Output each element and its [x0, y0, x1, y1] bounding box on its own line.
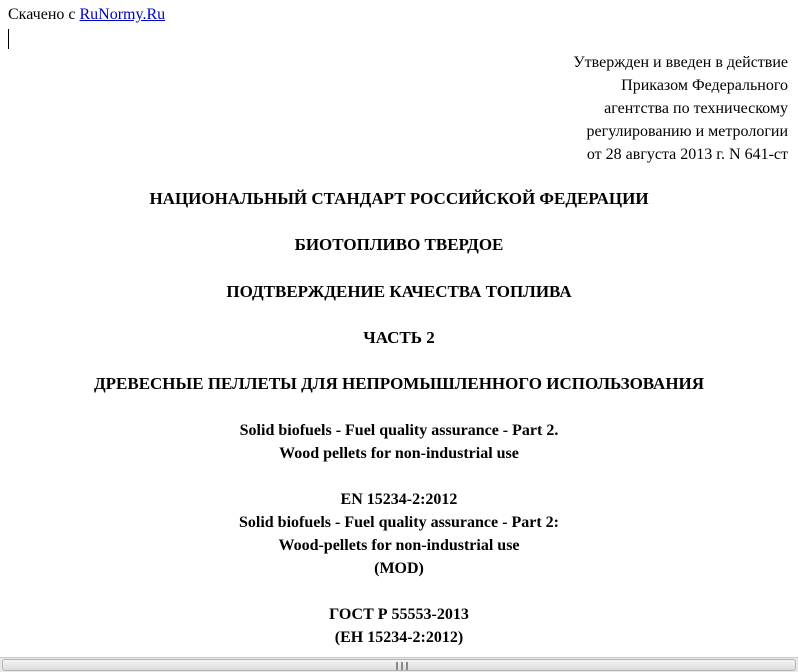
- source-line: [8, 5, 165, 25]
- english-title-line: Solid biofuels - Fuel quality assurance - Part 2.: [239, 422, 559, 439]
- en-standard-title-line: Solid biofuels - Fuel quality assurance - Part 2:: [238, 514, 559, 531]
- approval-line: Утвержден и введен в действие: [573, 54, 788, 71]
- horizontal-scrollbar[interactable]: [0, 657, 798, 672]
- approval-block: [573, 51, 788, 166]
- approval-line: от 28 августа 2013 г. N 641-ст: [586, 146, 788, 163]
- approval-line: регулированию и метрологии: [586, 123, 788, 140]
- text-caret: [8, 29, 9, 49]
- gost-equivalent: (ЕН 15234-2:2012): [334, 629, 464, 646]
- runormy-link[interactable]: RuNormy.Ru: [79, 6, 166, 23]
- grip-icon: [396, 662, 408, 670]
- gost-code: ГОСТ Р 55553-2013: [329, 606, 469, 623]
- en-standard-code: EN 15234-2:2012: [340, 491, 458, 508]
- topic-heading: ПОДТВЕРЖДЕНИЕ КАЧЕСТВА ТОПЛИВА: [226, 282, 572, 301]
- approval-line: Приказом Федерального: [621, 77, 788, 94]
- en-standard-title-line: Wood-pellets for non-industrial use: [278, 537, 520, 554]
- approval-line: агентства по техническому: [604, 100, 788, 117]
- part-heading: ЧАСТЬ 2: [363, 328, 435, 347]
- national-standard-heading: НАЦИОНАЛЬНЫЙ СТАНДАРТ РОССИЙСКОЙ ФЕДЕРАЦИИ: [149, 189, 649, 208]
- scrollbar-thumb[interactable]: [2, 659, 796, 671]
- modification-marker: (MOD): [374, 560, 424, 577]
- source-prefix: Скачено с: [8, 6, 80, 23]
- english-title-line: Wood pellets for non-industrial use: [279, 445, 519, 462]
- subject-heading: БИОТОПЛИВО ТВЕРДОЕ: [294, 235, 504, 254]
- part-title-heading: ДРЕВЕСНЫЕ ПЕЛЛЕТЫ ДЛЯ НЕПРОМЫШЛЕННОГО ИСПОЛЬЗОВАНИЯ: [93, 374, 705, 393]
